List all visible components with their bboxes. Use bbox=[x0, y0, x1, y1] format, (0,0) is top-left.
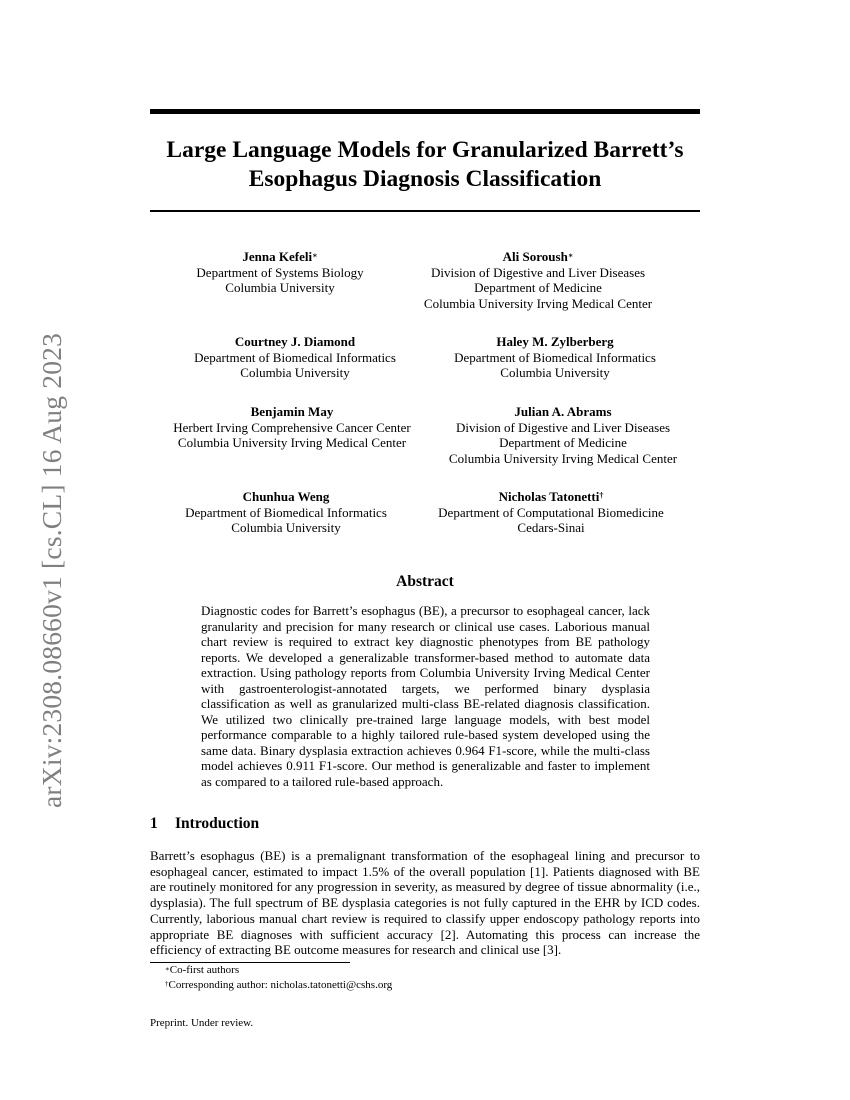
abstract-heading: Abstract bbox=[396, 573, 454, 590]
author-mark: ∗ bbox=[312, 251, 318, 260]
footnote-mark: † bbox=[165, 980, 169, 988]
author-block bbox=[147, 404, 437, 451]
section-heading-introduction bbox=[150, 815, 259, 833]
section-number: 1 bbox=[150, 815, 158, 832]
footnote-corresponding bbox=[165, 979, 392, 992]
author-name: Ali Soroush bbox=[502, 249, 568, 264]
author-affiliation: Columbia University Irving Medical Center bbox=[177, 435, 407, 451]
title-line-1: Large Language Models for Granularized Barrett’s bbox=[166, 137, 684, 163]
arxiv-identifier[interactable]: arXiv:2308.08660v1 [cs.CL] 16 Aug 2023 bbox=[36, 332, 67, 808]
author-name: Benjamin May bbox=[250, 404, 334, 419]
footnote-rule bbox=[150, 962, 350, 963]
author-affiliation: Division of Digestive and Liver Diseases bbox=[455, 419, 671, 435]
section-title: Introduction bbox=[175, 815, 260, 832]
title-top-rule bbox=[150, 109, 700, 114]
author-affiliation: Division of Digestive and Liver Diseases bbox=[430, 264, 646, 280]
author-affiliation: Department of Computational Biomedicine bbox=[438, 504, 664, 520]
footnote-co-first bbox=[165, 964, 239, 977]
footnote-mark: ∗ bbox=[165, 965, 170, 973]
author-affiliation: Department of Medicine bbox=[474, 280, 602, 296]
title-bottom-rule bbox=[150, 210, 700, 212]
author-affiliation: Department of Systems Biology bbox=[196, 264, 364, 280]
author-affiliation: Columbia University bbox=[231, 520, 341, 536]
author-affiliation: Herbert Irving Comprehensive Cancer Center bbox=[173, 419, 411, 435]
title-line-2: Esophagus Diagnosis Classification bbox=[248, 166, 602, 192]
author-name: Nicholas Tatonetti bbox=[498, 489, 600, 504]
author-name: Chunhua Weng bbox=[242, 489, 330, 504]
author-name: Jenna Kefeli bbox=[242, 249, 313, 264]
author-name: Courtney J. Diamond bbox=[234, 334, 356, 349]
author-name: Haley M. Zylberberg bbox=[496, 334, 614, 349]
author-block bbox=[146, 489, 426, 536]
author-mark: ∗ bbox=[567, 251, 574, 260]
author-block bbox=[398, 249, 678, 311]
author-affiliation: Department of Biomedical Informatics bbox=[185, 504, 387, 520]
author-affiliation: Columbia University bbox=[500, 365, 610, 381]
author-block bbox=[140, 249, 420, 296]
author-block bbox=[415, 334, 695, 381]
author-affiliation: Columbia University Irving Medical Center bbox=[448, 450, 678, 466]
author-block bbox=[420, 404, 706, 466]
abstract-text: Diagnostic codes for Barrett’s esophagus (BE), a precursor to esophageal cancer, lack granularity and precision for many research or clinical use cases. Laborious manual chart review is required to extract key diagnostic phenotypes from BE pathology reports. We developed a generalizable transformer-based method to automate data extraction. Using pathology reports from Columbia University Irving Medical Center with gastroenterologist-annotated targets, we performed binary dysplasia classification as well as granularized multi-class BE-related diagnosis classification. We utilized two clinically pre-trained large language models, with best model performance comparable to a highly tailored rule-based system developed using the same data. Binary dysplasia extraction achieves 0.964 F1-score, while the multi-class model achieves 0.911 F1-score. Our method is generalizable and faster to implement as compared to a tailored rule-based approach. bbox=[201, 603, 650, 790]
preprint-note: Preprint. Under review. bbox=[150, 1017, 254, 1029]
author-affiliation: Columbia University Irving Medical Center bbox=[423, 295, 653, 311]
author-block bbox=[155, 334, 435, 381]
author-affiliation: Department of Biomedical Informatics bbox=[194, 349, 396, 365]
author-mark: † bbox=[599, 491, 604, 500]
author-affiliation: Department of Medicine bbox=[499, 435, 627, 451]
author-affiliation: Columbia University bbox=[225, 280, 335, 296]
author-affiliation: Cedars-Sinai bbox=[517, 520, 585, 536]
author-affiliation: Columbia University bbox=[240, 365, 350, 381]
author-affiliation: Department of Biomedical Informatics bbox=[454, 349, 656, 365]
author-block bbox=[411, 489, 691, 536]
author-name: Julian A. Abrams bbox=[514, 404, 612, 419]
paper-title bbox=[150, 136, 700, 194]
footnote-text: Co-first authors bbox=[169, 964, 240, 976]
introduction-paragraph: Barrett’s esophagus (BE) is a premalignant transformation of the esophageal lining and precursor to esophageal cancer, estimated to impact 1.5% of the overall population [1]. Patients diagnosed with BE are routinely monitored for any progression in severity, as measured by degree of tissue abnormality (i.e., dysplasia). The full spectrum of BE dysplasia categories is not fully captured in the EHR by ICD codes. Currently, laborious manual chart review is required to classify upper endoscopy pathology reports into appropriate BE diagnoses with sufficient accuracy [2]. Automating this process can increase the efficiency of extracting BE outcome measures for research and clinical use [3]. bbox=[150, 848, 700, 958]
footnote-text: Corresponding author: nicholas.tatonetti@cshs.org bbox=[168, 979, 393, 991]
